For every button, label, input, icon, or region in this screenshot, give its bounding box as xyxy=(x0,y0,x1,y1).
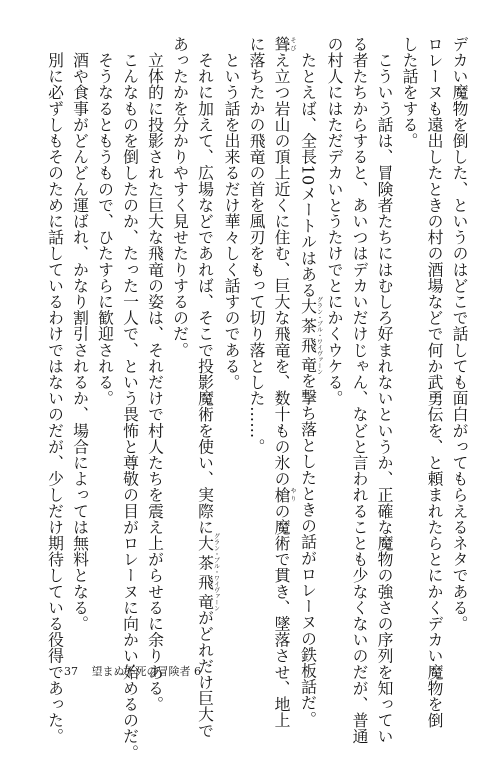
text-line-8-part-b: の魔術で貫き、墜落させ、地上 xyxy=(272,502,291,729)
text-line-7 xyxy=(296,36,323,728)
ruby-grand-brown-wyvern xyxy=(195,533,220,612)
ruby-base: 大茶飛竜 xyxy=(195,533,215,612)
ruby-reading: やり xyxy=(289,486,296,503)
ruby-yari xyxy=(272,486,296,503)
text-line-9: に落ちたかの飛竜の首を風刃をもって切り落とした……。 xyxy=(247,36,266,455)
text-line-12: あったかを分かりやすく見せたりするのだ。 xyxy=(170,36,190,358)
text-line-4: こういう話は、冒険者たちにはむしろ好まれないというか、正確な魔物の強さの序列を知ってい xyxy=(375,36,394,745)
text-line-15: そうなるともうもので、ひたすらに歓迎される。 xyxy=(95,36,115,407)
text-line-2: ロレーヌも遠出したときの村の酒場などで何か武勇伝を、と頼まれたらとにかくデカい魔物を倒 xyxy=(425,36,444,729)
ruby-base: 槍 xyxy=(272,486,291,503)
text-line-16: 酒や食事がどんどん運ばれ、かなり割引されるか、場合によっては無料となる。 xyxy=(70,36,90,632)
text-line-8 xyxy=(269,36,296,729)
text-line-11-part-a: それに加えて、広場などであれば、そこで投影魔術を使い、実際に xyxy=(195,36,215,536)
text-line-1: デカい魔物を倒した、というのはどこで話しても面白がってもらえるネタである。 xyxy=(450,36,469,632)
ruby-reading: そび xyxy=(289,36,296,53)
text-line-7-part-a: たとえば、全長10メートルはある xyxy=(298,36,318,299)
text-line-5: る者たちからすると、あいつはデカいだけじゃん、などと言われることも少なくないのだが、普通 xyxy=(350,36,369,745)
ruby-reading: グラン・ブル・ワイヴァーン xyxy=(315,296,323,375)
ruby-base: 聳 xyxy=(272,36,291,53)
text-line-14: こんなものを倒したのか、たった一人で、という畏怖と尊敬の目がロレーヌに向かい始めるのだ。 xyxy=(120,36,140,761)
text-line-6: の村人にはただデカいとうたけでとにかくウケる。 xyxy=(325,36,344,407)
ruby-base: 大茶飛竜 xyxy=(298,296,318,375)
page-footer xyxy=(64,663,201,679)
text-line-17: 別に必ずしもそのために話しているわけではないのだが、少しだけ期待している役得であった。 xyxy=(45,36,65,745)
book-title: 望まぬ不死の冒険者 6 xyxy=(91,665,201,678)
ruby-sobi xyxy=(272,36,296,53)
page-number: 37 xyxy=(64,665,78,678)
text-line-11-part-b: がどれだけ巨大で xyxy=(195,609,215,739)
text-line-13: 立体的に投影された巨大な飛竜の姿は、それだけで村人たちを震え上がらせるに余りある。 xyxy=(145,36,165,713)
text-line-7-part-b: を撃ち落としたときの話がロレーヌの鉄板話だ。 xyxy=(298,372,318,728)
ruby-grand-brown-wyvern xyxy=(298,296,323,375)
text-line-3: した話をする。 xyxy=(400,36,419,149)
text-line-8-part-a: え立つ岩山の頂上近くに住む、巨大な飛竜を、数十もの氷の xyxy=(272,52,291,487)
text-line-10: という話を出来るだけ華々しく話すのである。 xyxy=(222,36,241,391)
text-line-11 xyxy=(193,36,220,739)
ruby-reading: グラン・ブル・ワイヴァーン xyxy=(212,533,220,612)
